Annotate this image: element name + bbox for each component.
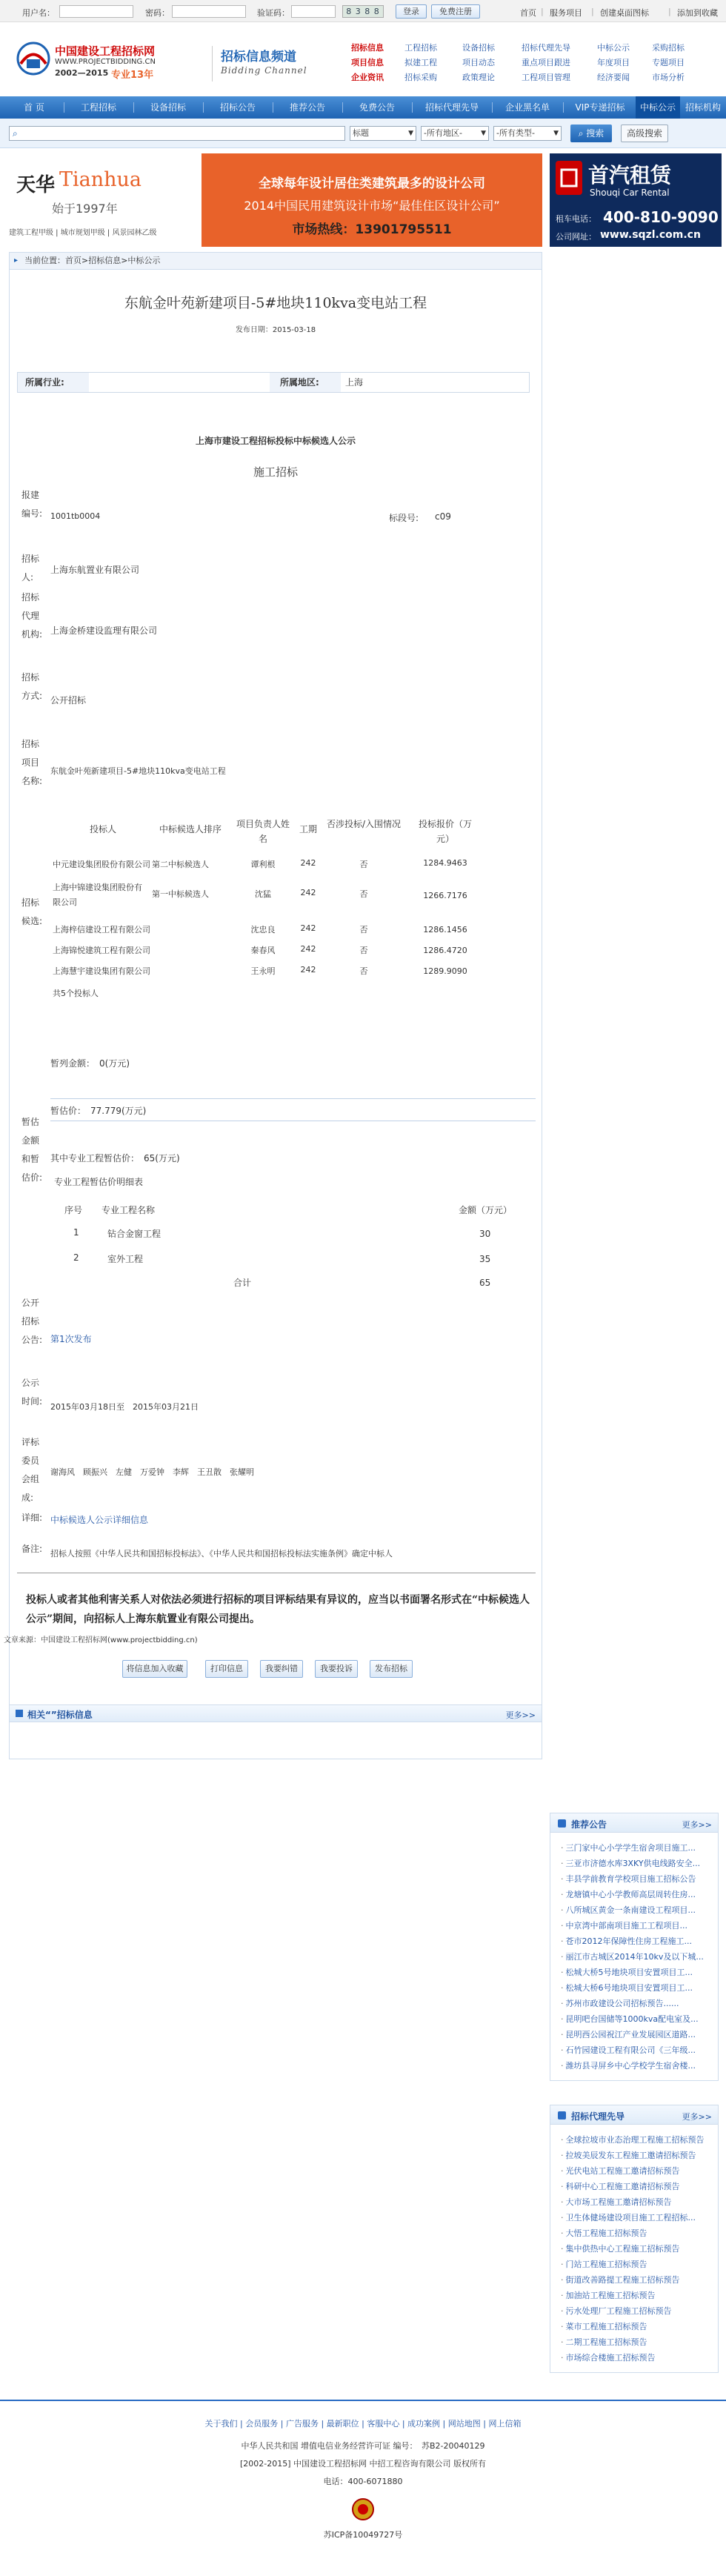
- meta-row: [17, 372, 530, 393]
- total-value: 65: [479, 1278, 491, 1288]
- ad-shouqi-cn: 首汽租赁: [588, 163, 672, 187]
- ad-shouqi[interactable]: [550, 153, 722, 247]
- ad-tianhua-brand: 天华: [16, 174, 56, 196]
- sidebar-link[interactable]: · 苍市2012年保障性住房工程施工...: [561, 1935, 709, 1947]
- sidebar-link[interactable]: · 潍坊县寻屏乡中心学校学生宿舍楼...: [561, 2059, 709, 2071]
- ad-shouqi-en: Shouqi Car Rental: [590, 187, 670, 198]
- shouqi-logo-icon: [554, 159, 584, 196]
- project-type: 施工招标: [253, 465, 298, 479]
- cell-manager: 秦春风: [250, 946, 276, 955]
- captcha-label: 验证码：: [257, 8, 290, 18]
- provisional-price: 暂估价： 77.779(万元): [50, 1106, 147, 1116]
- region-label: 所属地区:: [270, 373, 341, 392]
- section-icon: [558, 2111, 566, 2119]
- notice-title: 上海市建设工程招标投标中标候选人公示: [195, 436, 356, 446]
- cell-status: 否: [359, 966, 368, 976]
- publish-tender-button[interactable]: 发布招标: [370, 1660, 413, 1678]
- region-value: 上海: [345, 377, 364, 388]
- total-label: 合计: [233, 1278, 252, 1288]
- location-icon: ▸: [14, 256, 19, 265]
- header-link[interactable]: 工程项目管理: [522, 73, 570, 82]
- industry-label: 所属行业:: [18, 373, 89, 392]
- cell-bidder: 上海中锦建设集团股份有限公司: [53, 883, 142, 907]
- header-cat-news[interactable]: 企业资讯: [351, 73, 384, 82]
- total-bidders: 共5个投标人: [53, 989, 99, 998]
- cell-amount: 35: [479, 1254, 491, 1264]
- agent-label: 招标代理机构:: [21, 592, 43, 640]
- channel-title: 招标信息频道: [221, 50, 296, 64]
- breadcrumb: [9, 252, 542, 270]
- th-bidder: 投标人: [89, 824, 116, 834]
- sidebar-link[interactable]: · 菜市工程施工招标预告: [561, 2320, 709, 2332]
- header-link[interactable]: 设备招标: [462, 43, 495, 53]
- publish-link[interactable]: 第1次发布: [50, 1334, 92, 1344]
- sidebar-link[interactable]: · 三亚市济德水库3XKY供电线路安全...: [561, 1857, 709, 1869]
- th-price: 投标报价（万元）: [418, 819, 472, 844]
- cell-status: 否: [359, 860, 368, 869]
- header-link[interactable]: 政策理论: [462, 73, 495, 82]
- sidebar-link[interactable]: · 三门家中心小学学生宿舍项目施工...: [561, 1842, 709, 1853]
- search-type-value: 标题: [353, 128, 369, 138]
- nav-item-winning[interactable]: 中标公示: [636, 96, 680, 119]
- nav-item-home[interactable]: 首 页: [24, 102, 44, 113]
- sidebar-link[interactable]: · 苏州市政建设公司招标预告......: [561, 1997, 709, 2009]
- ad-shouqi-web: www.sqzl.com.cn: [600, 229, 701, 241]
- search-bar: [0, 119, 726, 148]
- divider: [50, 1098, 536, 1099]
- search-type-select[interactable]: [350, 126, 416, 141]
- cell-price: 1289.9090: [423, 966, 467, 976]
- nav-divider: [412, 102, 413, 113]
- header-link[interactable]: 市场分析: [652, 73, 685, 82]
- nav-item-agency[interactable]: 招标代理先导: [424, 102, 479, 113]
- ad-banner[interactable]: [202, 153, 542, 247]
- cell-seq: 1: [73, 1227, 79, 1238]
- cell-duration: 242: [300, 888, 316, 897]
- cell-project: 钻合金窗工程: [107, 1229, 161, 1239]
- sidebar-link[interactable]: · 市场综合楼施工招标预告: [561, 2351, 709, 2363]
- special-table-title: 专业工程暂估价明细表: [54, 1177, 144, 1187]
- tenderer-label: 招标人:: [21, 554, 40, 582]
- cell-duration: 242: [300, 858, 316, 868]
- article-panel: [4, 270, 542, 1759]
- sidebar-recommended-title: 推荐公告: [571, 1819, 607, 1830]
- ad-banner-line3: 市场热线：13901795511: [292, 222, 452, 237]
- ad-tianhua[interactable]: [6, 153, 200, 247]
- divider: |: [591, 7, 594, 16]
- th-duration: 工期: [299, 824, 317, 834]
- sidebar-link[interactable]: · 二期工程施工招标预告: [561, 2336, 709, 2348]
- cell-bidder: 上海慧宇建设集团有限公司: [53, 966, 150, 976]
- chevron-down-icon: ▼: [481, 130, 486, 137]
- special-total: 其中专业工程暂估价： 65(万元): [50, 1153, 180, 1163]
- header-link[interactable]: 中标公示: [597, 43, 630, 53]
- related-header: [9, 1704, 542, 1722]
- publish-label: 公开招标公告:: [21, 1298, 43, 1345]
- th-amount: 金额（万元）: [459, 1205, 513, 1215]
- sidebar-link[interactable]: · 街道改善路提工程施工招标预告: [561, 2274, 709, 2285]
- cell-manager: 沈忠良: [250, 925, 276, 935]
- complaint-button[interactable]: 我要投诉: [315, 1660, 358, 1678]
- password-input[interactable]: [172, 5, 246, 18]
- footer-phone: 电话：400-6071880: [323, 2477, 403, 2486]
- cell-bidder: 上海锦悦建筑工程有限公司: [53, 946, 150, 955]
- sidebar-link[interactable]: · 卫生体健场建设项目施工工程招标...: [561, 2211, 709, 2223]
- committee-label: 评标委员会组成:: [21, 1437, 40, 1503]
- report-error-button[interactable]: 我要纠错: [260, 1660, 303, 1678]
- publicity-label: 公示时间:: [21, 1378, 43, 1407]
- chevron-down-icon: ▼: [553, 130, 559, 137]
- section-no-label: 标段号:: [389, 513, 419, 523]
- cell-rank: 第二中标候选人: [152, 860, 209, 869]
- method-label: 招标方式:: [21, 672, 43, 701]
- search-button[interactable]: [570, 125, 612, 142]
- cell-manager: 王永明: [250, 966, 276, 976]
- ad-tianhua-since: 始于1997年: [52, 202, 118, 216]
- warning-text: 投标人或者其他利害关系人对依法必须进行招标的项目评标结果有异议的，应当以书面署名形式在“中标候选人公示”期间，向招标人上海东航置业有限公司提出。: [26, 1594, 530, 1625]
- cell-bidder: 中元建设集团股份有限公司: [53, 860, 150, 869]
- nav-item-equipment[interactable]: 设备招标: [150, 102, 186, 113]
- detail-link[interactable]: 中标候选人公示详细信息: [50, 1515, 149, 1525]
- sidebar-link[interactable]: · 拉坡美辰发东工程施工邀请招标预告: [561, 2149, 709, 2161]
- header-link[interactable]: 经济要闻: [597, 73, 630, 82]
- header-cat-bidding[interactable]: 招标信息: [351, 43, 384, 53]
- search-region-value: -所有地区-: [424, 128, 462, 138]
- site-logo-icon[interactable]: [16, 42, 50, 76]
- search-icon: ⌕: [578, 128, 587, 139]
- cell-duration: 242: [300, 944, 316, 954]
- method-value: 公开招标: [50, 695, 87, 706]
- header-link[interactable]: 专题项目: [652, 58, 685, 67]
- tenderer-value: 上海东航置业有限公司: [50, 565, 140, 575]
- sidebar-recommended: [550, 1813, 719, 2081]
- nav-item-agencies[interactable]: 招标机构: [685, 102, 721, 113]
- cell-rank: 第一中标候选人: [152, 889, 209, 899]
- sidebar-link[interactable]: · 松城大桥6号地块项目安置项目工...: [561, 1982, 709, 1994]
- register-button[interactable]: 免费注册: [431, 4, 480, 19]
- cell-price: 1286.4720: [423, 946, 467, 955]
- th-status: 否涉投标/入围情况: [326, 819, 402, 829]
- th-manager: 项目负责人姓名: [236, 819, 290, 844]
- cell-manager: 谭利根: [250, 860, 276, 869]
- sidebar-link[interactable]: · 大悟工程施工招标预告: [561, 2227, 709, 2239]
- top-login-bar: [0, 0, 726, 22]
- divider: |: [668, 7, 671, 16]
- header-divider: [212, 46, 213, 82]
- nav-divider: [203, 102, 204, 113]
- cell-manager: 沈猛: [255, 889, 271, 899]
- cell-seq: 2: [73, 1252, 79, 1263]
- footer-license: 中华人民共和国 增值电信业务经营许可证 编号： 苏B2-20040129: [241, 2441, 485, 2451]
- ad-tianhua-en: Tianhua: [59, 168, 142, 191]
- top-link-favorite[interactable]: 添加到收藏: [677, 8, 718, 18]
- sidebar-link[interactable]: · 丰县学前教育学校项目施工招标公告: [561, 1873, 709, 1885]
- site-years: 2002—2015: [55, 68, 109, 78]
- header-link[interactable]: 年度项目: [597, 58, 630, 67]
- ad-shouqi-phone: 400-810-9090: [603, 208, 719, 226]
- sidebar-recommended-header: [550, 1813, 718, 1833]
- search-input[interactable]: [9, 126, 345, 141]
- police-badge-icon[interactable]: [351, 2497, 375, 2521]
- related-more-link[interactable]: 更多>>: [505, 1710, 536, 1720]
- th-rank: 中标候选人排序: [159, 824, 222, 834]
- publicity-time: 2015年03月18日至 2015年03月21日: [50, 1402, 199, 1412]
- header-link[interactable]: 项目动态: [462, 58, 495, 67]
- industry-value: [89, 373, 270, 392]
- sidebar-link[interactable]: · 大市场工程施工邀请招标预告: [561, 2196, 709, 2208]
- top-link-home[interactable]: 首页: [520, 8, 536, 18]
- footer-icp[interactable]: 苏ICP备10049727号: [323, 2530, 403, 2540]
- ceiling-label: 暂估金额和暂估价:: [21, 1117, 43, 1183]
- cell-status: 否: [359, 946, 368, 955]
- search-category-select[interactable]: [493, 126, 562, 141]
- sidebar-agency: [550, 2105, 719, 2373]
- remarks-label: 备注:: [21, 1544, 43, 1554]
- agent-value: 上海金桥建设监理有限公司: [50, 625, 158, 636]
- header-link[interactable]: 招标采购: [404, 73, 437, 82]
- section-no-value: c09: [435, 511, 451, 522]
- ad-banner-line1: 全球每年设计居住类建筑最多的设计公司: [259, 176, 485, 191]
- nav-item-blacklist[interactable]: 企业黑名单: [504, 102, 550, 113]
- nav-item-recommended[interactable]: 推荐公告: [289, 102, 325, 113]
- header-link[interactable]: 重点项目跟进: [522, 58, 570, 67]
- nav-divider: [492, 102, 493, 113]
- site-name: 中国建设工程招标网: [55, 44, 156, 58]
- sidebar-link[interactable]: · 石竹园建设工程有限公司《三年级...: [561, 2044, 709, 2056]
- advanced-search-button[interactable]: 高级搜索: [621, 125, 668, 142]
- main-nav: [0, 96, 726, 119]
- sidebar-recommended-more[interactable]: 更多>>: [682, 1820, 712, 1830]
- captcha-image[interactable]: 8 3 8 8: [342, 5, 384, 18]
- nav-item-engineering[interactable]: 工程招标: [80, 102, 116, 113]
- article-date: 发布日期：2015-03-18: [235, 326, 316, 334]
- print-button[interactable]: 打印信息: [205, 1660, 248, 1678]
- project-name-value: 东航金叶苑新建项目-5#地块110kva变电站工程: [50, 766, 226, 776]
- project-name-label: 招标项目名称:: [21, 739, 43, 786]
- login-button[interactable]: 登录: [396, 4, 427, 19]
- th-project: 专业工程名称: [101, 1205, 156, 1215]
- nav-item-vip[interactable]: VIP专递招标: [575, 102, 625, 113]
- sidebar-link[interactable]: · 昆明西公园祝江产业发展园区道路...: [561, 2028, 709, 2040]
- cell-price: 1266.7176: [423, 891, 467, 900]
- header-link[interactable]: 拟建工程: [404, 58, 437, 67]
- nav-divider: [133, 102, 134, 113]
- nav-divider: [563, 102, 564, 113]
- channel-subtitle: Bidding Channel: [221, 65, 307, 76]
- sidebar-link[interactable]: · 加油站工程施工招标预告: [561, 2289, 709, 2301]
- chevron-down-icon: ▼: [408, 130, 413, 137]
- header-link[interactable]: 工程招标: [404, 43, 437, 53]
- sidebar-link[interactable]: · 科研中心工程施工邀请招标预告: [561, 2180, 709, 2192]
- footer-links[interactable]: 关于我们 | 会员服务 | 广告服务 | 最新职位 | 客服中心 | 成功案例 | 网站地图 | 网上信箱: [204, 2419, 522, 2429]
- add-favorite-button[interactable]: 将信息加入收藏: [122, 1660, 187, 1678]
- sidebar-link[interactable]: · 污水处理厂工程施工招标预告: [561, 2305, 709, 2317]
- bid-no-label: 报建编号:: [21, 490, 43, 519]
- nav-divider: [342, 102, 343, 113]
- sidebar-agency-header: [550, 2105, 718, 2125]
- candidates-label: 招标候选:: [21, 897, 43, 926]
- site-footer: [0, 2400, 726, 2576]
- username-label: 用户名：: [22, 8, 55, 18]
- committee-value: 谢海风 顾振兴 左健 万爱钟 李辉 王丑散 张耀明: [50, 1467, 254, 1477]
- header-cat-projects[interactable]: 项目信息: [351, 58, 384, 67]
- section-icon: [16, 1710, 23, 1717]
- cell-duration: 242: [300, 965, 316, 975]
- ad-shouqi-web-label: 公司网址：: [556, 232, 596, 242]
- cell-amount: 30: [479, 1229, 491, 1239]
- cell-price: 1286.1456: [423, 925, 467, 935]
- username-input[interactable]: [59, 5, 133, 18]
- sidebar-link[interactable]: · 中京湾中部南项目施工工程项目...: [561, 1919, 709, 1931]
- ad-shouqi-label: 租车电话：: [556, 214, 596, 224]
- article-title: 东航金叶苑新建项目-5#地块110kva变电站工程: [124, 295, 427, 311]
- sidebar-link[interactable]: · 八所城区黄金一条南建设工程项目...: [561, 1904, 709, 1916]
- sidebar-link[interactable]: · 全球拉坡市业态治理工程施工招标预告: [561, 2134, 709, 2145]
- search-region-select[interactable]: [421, 126, 489, 141]
- remarks-value: 招标人按照《中华人民共和国招标投标法》、《中华人民共和国招标投标法实施条例》确定中标人: [50, 1549, 393, 1558]
- sidebar-link[interactable]: · 昆明吧台国储等1000kva配电室及...: [561, 2013, 709, 2025]
- th-seq: 序号: [64, 1205, 83, 1215]
- header-link[interactable]: 采购招标: [652, 43, 685, 53]
- top-link-desktop-icon[interactable]: 创建桌面图标: [600, 8, 649, 18]
- header-link[interactable]: 招标代理先导: [522, 43, 570, 53]
- search-icon: ⌕: [13, 128, 18, 139]
- divider: |: [541, 7, 544, 16]
- cell-status: 否: [359, 889, 368, 899]
- site-header: [0, 22, 726, 96]
- sidebar-link[interactable]: · 集中供热中心工程施工招标预告: [561, 2243, 709, 2254]
- cell-price: 1284.9463: [423, 858, 467, 868]
- nav-item-free[interactable]: 免费公告: [359, 102, 395, 113]
- nav-item-announcements[interactable]: 招标公告: [219, 102, 256, 113]
- search-category-value: -所有类型-: [496, 128, 535, 138]
- sidebar-link[interactable]: · 门站工程施工招标预告: [561, 2258, 709, 2270]
- sidebar-agency-title: 招标代理先导: [571, 2111, 625, 2122]
- ad-tianhua-tags: 建筑工程甲级 | 城市规划甲级 | 风景园林乙级: [9, 229, 157, 237]
- related-title: 相关“”招标信息: [27, 1710, 93, 1720]
- sidebar-link[interactable]: · 光伏电站工程施工邀请招标预告: [561, 2165, 709, 2177]
- bid-no-value: 1001tb0004: [50, 511, 101, 521]
- sidebar-link[interactable]: · 丽江市古城区2014年10kv及以下城...: [561, 1951, 709, 1962]
- search-button-label: 搜索: [586, 128, 605, 139]
- sidebar-agency-more[interactable]: 更多>>: [682, 2112, 712, 2122]
- cell-duration: 242: [300, 923, 316, 933]
- article-source: 文章来源：中国建设工程招标网(www.projectbidding.cn): [4, 1636, 198, 1644]
- password-label: 密码：: [145, 8, 170, 18]
- cell-project: 室外工程: [107, 1254, 144, 1264]
- breadcrumb-text[interactable]: 当前位置：首页>招标信息>中标公示: [24, 256, 161, 265]
- provisional-sum: 暂列金额： 0(万元): [50, 1058, 130, 1069]
- site-url: WWW.PROJECTBIDDING.CN: [55, 58, 156, 66]
- detail-label: 详细:: [21, 1513, 43, 1523]
- top-link-services[interactable]: 服务项目: [550, 8, 582, 18]
- sidebar-link[interactable]: · 松城大桥5号地块项目安置项目工...: [561, 1966, 709, 1978]
- cell-status: 否: [359, 925, 368, 935]
- section-icon: [558, 1819, 566, 1828]
- site-pro-years: 专业13年: [111, 70, 154, 81]
- sidebar-link[interactable]: · 龙塘镇中心小学教师高层周转住房...: [561, 1888, 709, 1900]
- cell-bidder: 上海梓信建设工程有限公司: [53, 925, 150, 935]
- footer-copyright: [2002-2015] 中国建设工程招标网 中招工程咨询有限公司 版权所有: [239, 2459, 487, 2469]
- ad-banner-line2: 2014中国民用建筑设计市场“最佳住区设计公司”: [244, 199, 500, 213]
- captcha-input[interactable]: [291, 5, 336, 18]
